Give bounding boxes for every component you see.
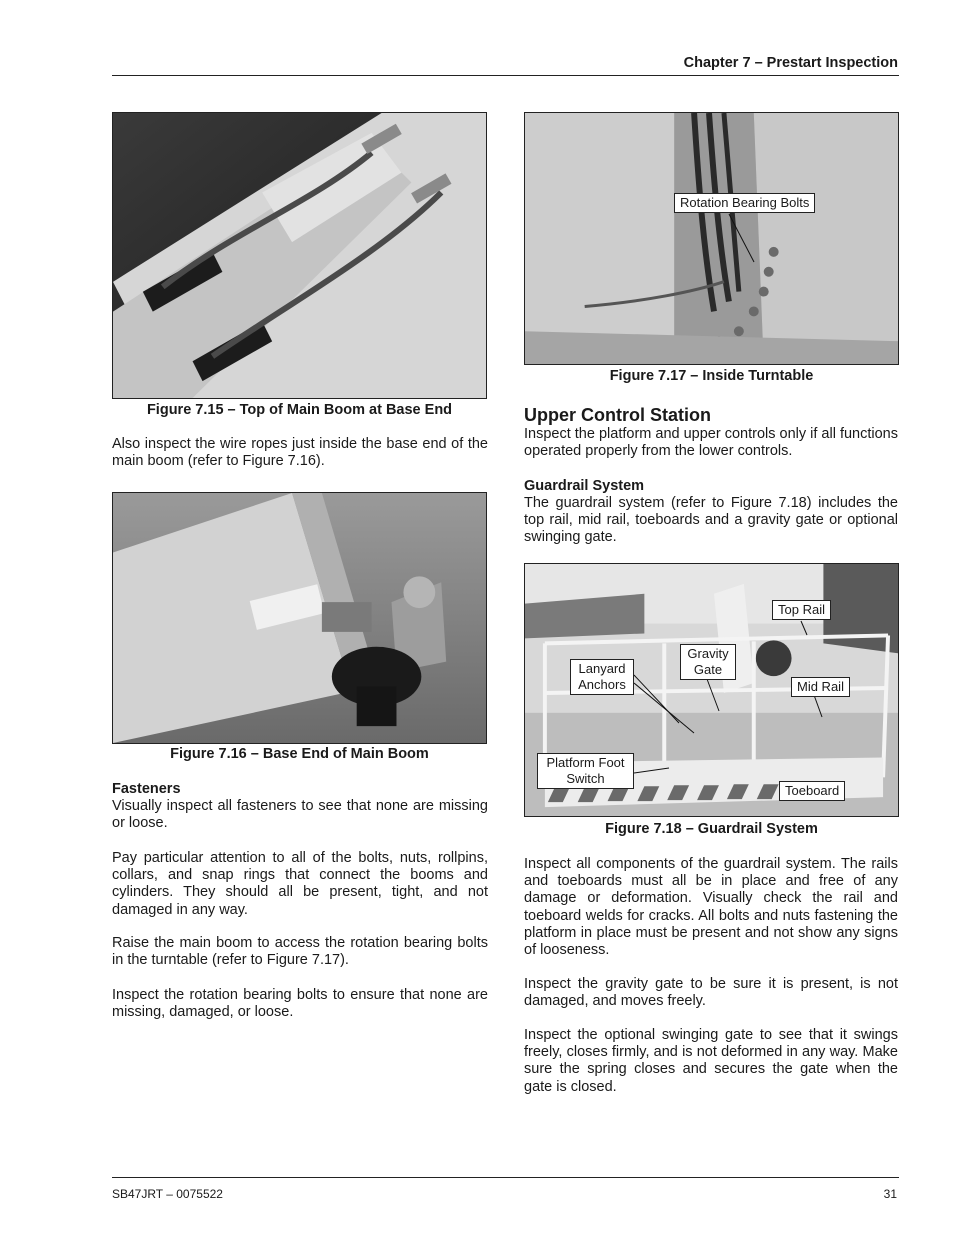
paragraph-fasteners-3: Raise the main boom to access the rotation bearing bolts in the turntable (refer to Figure 7.17). [112, 935, 488, 969]
callout-top-rail: Top Rail [772, 600, 831, 620]
paragraph-guardrail-3: Inspect the optional swinging gate to see that it swings freely, closes firmly, and is not deformed in any way. Make sure the spring closes and secures the gate when the gate is closed. [524, 1027, 898, 1095]
guardrail-system-heading: Guardrail System [524, 478, 645, 494]
fasteners-heading: Fasteners [112, 781, 181, 797]
footer-rule [112, 1177, 899, 1178]
paragraph-guardrail-1: Inspect all components of the guardrail system. The rails and toeboards must all be in place and free of any damage or deformation. Visually check the rail and toeboard welds for cracks. All bolts and nuts fastening the platform in place must be present and not show any signs of looseness. [524, 856, 898, 959]
callout-mid-rail: Mid Rail [791, 677, 850, 697]
callout-gravity-gate: Gravity Gate [680, 644, 736, 680]
paragraph-fasteners-2: Pay particular attention to all of the bolts, nuts, rollpins, collars, and snap rings that connect the booms and cylinders. They should all be present, tight, and not damaged in any way. [112, 850, 488, 918]
figure-7-15-caption: Figure 7.15 – Top of Main Boom at Base End [146, 402, 453, 418]
figure-7-17-caption: Figure 7.17 – Inside Turntable [609, 368, 814, 384]
callout-rotation-bearing-bolts: Rotation Bearing Bolts [674, 193, 815, 213]
page-number: 31 [883, 1187, 897, 1201]
chapter-title: Chapter 7 – Prestart Inspection [683, 55, 898, 71]
paragraph-fasteners-1: Visually inspect all fasteners to see that none are missing or loose. [112, 798, 488, 832]
paragraph-fasteners-4: Inspect the rotation bearing bolts to ensure that none are missing, damaged, or loose. [112, 987, 488, 1021]
paragraph-guardrail-intro: The guardrail system (refer to Figure 7.18) includes the top rail, mid rail, toeboards and a gravity gate or optional swinging gate. [524, 495, 898, 546]
figure-7-16-photo [112, 492, 487, 744]
upper-control-station-heading: Upper Control Station [524, 405, 711, 425]
figure-7-17-photo [524, 112, 899, 365]
paragraph-wire-ropes: Also inspect the wire ropes just inside the base end of the main boom (refer to Figure 7.16). [112, 436, 488, 470]
paragraph-guardrail-2: Inspect the gravity gate to be sure it is present, is not damaged, and moves freely. [524, 976, 898, 1010]
figure-7-15-photo [112, 112, 487, 399]
paragraph-upper-control: Inspect the platform and upper controls only if all functions operated properly from the lower controls. [524, 426, 898, 460]
header-rule [112, 75, 899, 76]
document-id: SB47JRT – 0075522 [112, 1187, 223, 1201]
callout-platform-foot-switch: Platform Foot Switch [537, 753, 634, 789]
figure-7-16-caption: Figure 7.16 – Base End of Main Boom [170, 746, 429, 762]
callout-lanyard-anchors: Lanyard Anchors [570, 659, 634, 695]
callout-toeboard: Toeboard [779, 781, 845, 801]
figure-7-18-caption: Figure 7.18 – Guardrail System [605, 821, 818, 837]
